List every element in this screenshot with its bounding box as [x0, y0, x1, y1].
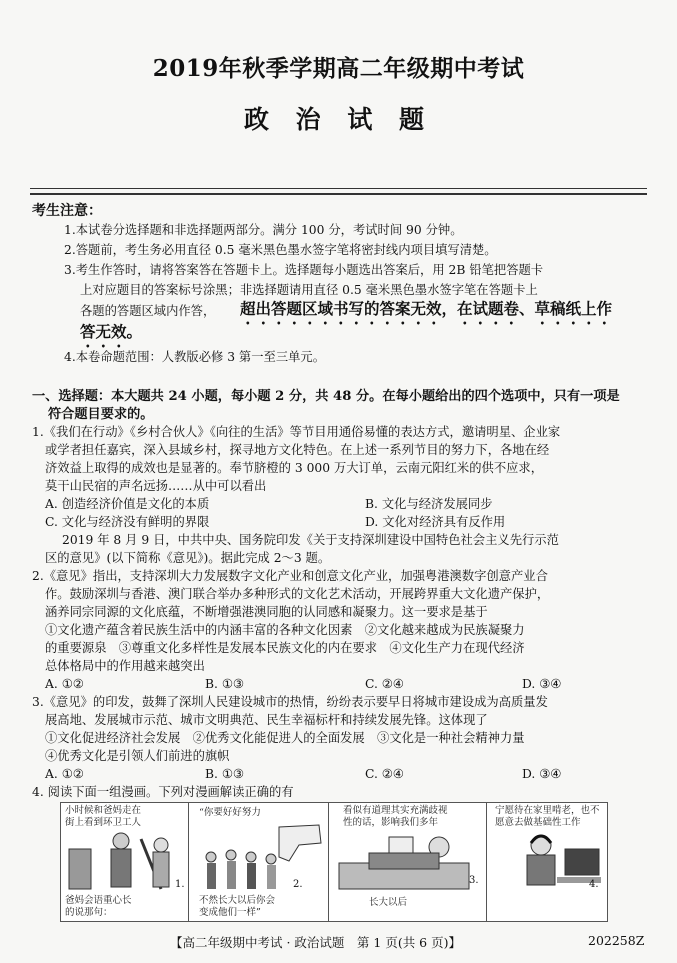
q1-line-4: 莫干山民宿的声名远扬……从中可以看出: [45, 479, 267, 493]
material-line-1: 2019 年 8 月 9 日，中共中央、国务院印发《关于支持深圳建设中国特色社会主义先行示范: [62, 533, 559, 547]
comic-2-bottom-caption: 不然长大以后你会 变成他们一样”: [199, 895, 276, 918]
exam-title: 2019年秋季学期高二年级期中考试: [152, 55, 525, 82]
q3-line-4: ④优秀文化是引领人们前进的旗帜: [45, 749, 230, 763]
q2-option-c: C. ②④: [365, 677, 404, 691]
comic-1-number: 1.: [175, 879, 185, 890]
comic-2-number: 2.: [293, 879, 303, 890]
comic-3-bottom-caption: 长大以后: [369, 897, 408, 908]
q2-line-5: 的重要源泉 ③尊重文化多样性是发展本民族文化的内在要求 ④文化生产力在现代经济: [45, 641, 525, 655]
comic-2-top-caption: “你要好好努力: [199, 807, 261, 818]
q1-option-d: D. 文化对经济具有反作用: [365, 515, 506, 529]
q3-option-c: C. ②④: [365, 767, 404, 781]
q2-option-d: D. ③④: [522, 677, 562, 691]
q1-option-b: B. 文化与经济发展同步: [365, 497, 493, 511]
notice-item-3-cont-2: 各题的答题区域内作答，: [80, 304, 216, 318]
notice-item-3: 3.考生作答时，请将答案答在答题卡上。选择题每小题选出答案后，用 2B 铅笔把答题卡: [64, 263, 544, 277]
notice-emphasis-1: 超出答题区域书写的答案无效，在试题卷、草稿纸上作: [240, 299, 613, 318]
q3-line-1: 3.《意见》的印发，鼓舞了深圳人民建设城市的热情，纷纷表示要早日将城市建设成为高质量发: [32, 695, 548, 709]
street-sweeper-figures: [61, 829, 189, 895]
pointing-hand-figures: [189, 821, 329, 895]
notice-emphasis-2: 答无效。: [80, 322, 143, 341]
q2-line-6: 总体格局中的作用越来越突出: [45, 659, 205, 673]
comic-1-bottom-caption: 爸妈会语重心长 的说那句：: [65, 895, 132, 918]
divider-top: [30, 188, 647, 189]
lying-person-figure: [329, 829, 487, 893]
q2-option-b: B. ①③: [205, 677, 244, 691]
q1-line-3: 济效益上取得的成效也是显著的。奉节脐橙的 3 000 万大订单，云南元阳红米的供不应求，: [45, 461, 544, 475]
comic-panel-2: [188, 802, 330, 922]
q2-line-3: 涵养同宗同源的文化底蕴，不断增强港澳同胞的认同感和凝聚力。这一要求是基于: [45, 605, 488, 619]
footer-code: 202258Z: [588, 933, 645, 948]
q1-line-2: 或学者担任嘉宾，深入县域乡村，探寻地方文化特色。在上述一系列节目的努力下，各地在经: [45, 443, 550, 457]
comic-4-number: 4.: [589, 879, 599, 890]
comic-panel-4: [486, 802, 608, 922]
q2-line-2: 作。鼓励深圳与香港、澳门联合举办多种形式的文化艺术活动，开展跨界重大文化遗产保护，: [45, 587, 550, 601]
divider-bottom: [30, 193, 647, 195]
q1-line-1: 1.《我们在行动》《乡村合伙人》《向往的生活》等节目用通俗易懂的表达方式，邀请明星、企业家: [32, 425, 561, 439]
q3-option-b: B. ①③: [205, 767, 244, 781]
q3-option-d: D. ③④: [522, 767, 562, 781]
exam-subject: 政 治 试 题: [243, 105, 434, 134]
q1-option-c: C. 文化与经济没有鲜明的界限: [45, 515, 210, 529]
section-heading: 一、选择题：本大题共 24 小题，每小题 2 分，共 48 分。在每小题给出的四个选项中，只有一项是: [32, 389, 620, 404]
q4-stem: 4. 阅读下面一组漫画。下列对漫画解读正确的有: [32, 785, 294, 799]
comic-3-top-caption: 看似有道理其实充满歧视 性的话，影响我们多年: [343, 805, 448, 828]
notice-item-1: 1.本试卷分选择题和非选择题两部分。满分 100 分，考试时间 90 分钟。: [64, 223, 463, 237]
comic-4-top-caption: 宁愿待在家里啃老，也不 愿意去做基础性工作: [495, 805, 600, 828]
q3-line-3: ①文化促进经济社会发展 ②优秀文化能促进人的全面发展 ③文化是一种社会精神力量: [45, 731, 525, 745]
section-heading-cont: 符合题目要求的。: [48, 407, 154, 422]
notice-item-2: 2.答题前，考生务必用直径 0.5 毫米黑色墨水签字笔将密封线内项目填写清楚。: [64, 243, 497, 257]
comic-1-top-caption: 小时候和爸妈走在 街上看到环卫工人: [65, 805, 142, 828]
q2-line-4: ①文化遗产蕴含着民族生活中的内涵丰富的各种文化因素 ②文化越来越成为民族凝聚力: [45, 623, 525, 637]
q2-line-1: 2.《意见》指出，支持深圳大力发展数字文化产业和创意文化产业，加强粤港澳数字创意产业合: [32, 569, 548, 583]
comic-3-number: 3.: [469, 875, 479, 886]
q3-option-a: A. ①②: [45, 767, 84, 781]
footer-page-info: 【高二年级期中考试 · 政治试题 第 1 页(共 6 页)】: [170, 935, 461, 950]
comic-panel-1: [60, 802, 190, 922]
q3-line-2: 展高地、发展城市示范、城市文明典范、民生幸福标杆和持续发展先锋。这体现了: [45, 713, 488, 727]
material-line-2: 区的意见》(以下简称《意见》)。据此完成 2～3 题。: [45, 551, 331, 565]
q1-option-a: A. 创造经济价值是文化的本质: [45, 497, 210, 511]
notice-title: 考生注意：: [32, 203, 102, 219]
notice-item-3-cont-1: 上对应题目的答案标号涂黑；非选择题请用直径 0.5 毫米黑色墨水签字笔在答题卡上: [80, 283, 538, 297]
comic-panel-3: [328, 802, 488, 922]
q2-option-a: A. ①②: [45, 677, 84, 691]
notice-item-4: 4.本卷命题范围：人教版必修 3 第一至三单元。: [64, 350, 326, 364]
